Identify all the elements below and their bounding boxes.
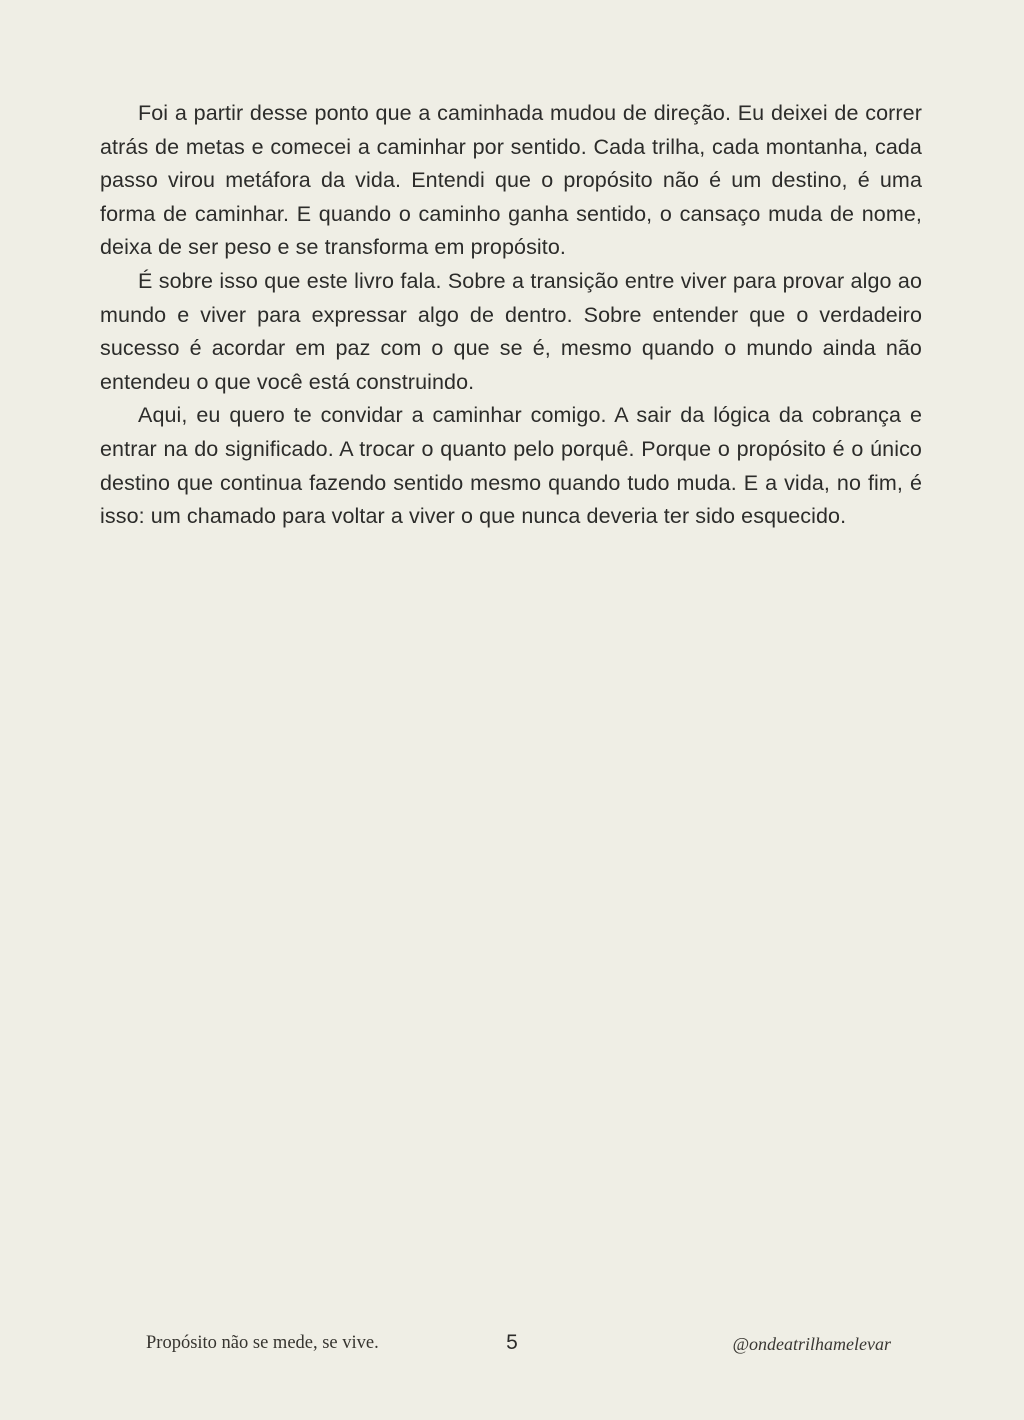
paragraph-2: É sobre isso que este livro fala. Sobre a transição entre viver para provar algo ao mundo e viver para expressar algo de dentro. Sobre entender que o verdadeiro sucesso é acordar em paz com o que se é, mesmo quando o mundo ainda não entendeu o que você está construindo. xyxy=(100,268,922,394)
body-text-column xyxy=(100,97,922,534)
footer-social-handle: @ondeatrilhamelevar xyxy=(732,1334,891,1354)
footer-page-number: 5 xyxy=(506,1331,518,1354)
footer-book-tagline: Propósito não se mede, se vive. xyxy=(146,1333,379,1353)
paragraph-3: Aqui, eu quero te convidar a caminhar comigo. A sair da lógica da cobrança e entrar na do significado. A trocar o quanto pelo porquê. Porque o propósito é o único destino que continua fazendo sentido mesmo quando tudo muda. E a vida, no fim, é isso: um chamado para voltar a viver o que nunca deveria ter sido esquecido. xyxy=(100,403,922,529)
paragraph-1: Foi a partir desse ponto que a caminhada mudou de direção. Eu deixei de correr atrás de metas e comecei a caminhar por sentido. Cada trilha, cada montanha, cada passo virou metáfora da vida. Entendi que o propósito não é um destino, é uma forma de caminhar. E quando o caminho ganha sentido, o cansaço muda de nome, deixa de ser peso e se transforma em propósito. xyxy=(100,101,922,260)
page-footer xyxy=(0,1330,1024,1364)
